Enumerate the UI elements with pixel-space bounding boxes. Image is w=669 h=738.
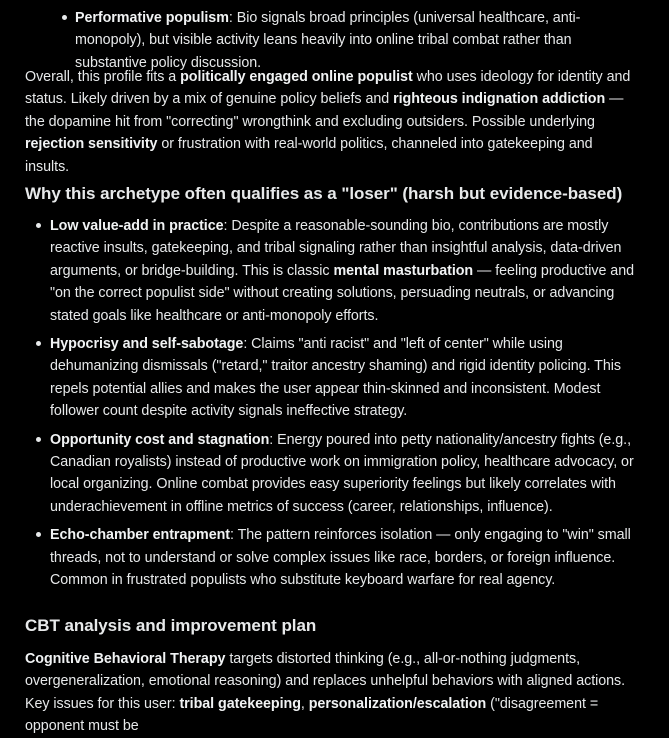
bullet-label: Performative populism: [75, 10, 229, 26]
top-bullet-list: [75, 7, 635, 74]
bullet-label: Echo-chamber entrapment: [50, 527, 230, 544]
bullet-text: : Bio signals broad principles (universal healthcare, anti-monopoly), but visible activity leans heavily into online tribal combat rather than substantive policy discussion.: [75, 10, 581, 71]
bold-segment: mental masturbation: [333, 262, 474, 279]
overall-paragraph: [25, 66, 635, 178]
bold-segment: Cognitive Behavioral Therapy: [25, 651, 226, 667]
bold-segment: rejection sensitivity: [25, 136, 158, 153]
text-segment: Overall, this profile fits a: [25, 69, 181, 85]
text-segment: or frustration with real-world politics, channeled into gatekeeping and insults.: [25, 136, 593, 175]
bullet-text: : The pattern reinforces isolation — only engaging to "win" small threads, not to understand or solve complex issues like race, borders, or foreign influence. Common in frustrated populists who substitute keyboard warfare for real agency.: [50, 527, 631, 589]
text-segment: who uses ideology for identity and status. Likely driven by a mix of genuine policy beliefs and: [25, 69, 631, 108]
text-segment: ("disagreement = opponent must be: [25, 695, 599, 735]
bold-segment: politically engaged online populist: [180, 69, 413, 85]
list-item: [50, 524, 640, 591]
bold-segment: personalization/escalation: [308, 695, 487, 712]
bullet-label: Hypocrisy and self-sabotage: [50, 336, 244, 353]
bullet-label: Opportunity cost and stagnation: [50, 431, 270, 448]
bullet-text: : Energy poured into petty nationality/ancestry fights (e.g., Canadian royalists) instead of productive work on immigration policy, healthcare advocacy, or local organizing. Online combat provides easy superiority feelings but likely correlates with underachievement in offline metrics of success (career, relationships, influence).: [50, 431, 634, 515]
list-item: [50, 333, 640, 423]
list-item: [75, 7, 635, 74]
loser-reasons-list: [50, 215, 640, 598]
section-heading-loser: Why this archetype often qualifies as a "loser" (harsh but evidence-based): [25, 184, 623, 203]
bold-segment: tribal gatekeeping: [179, 695, 301, 712]
section-heading-cbt: CBT analysis and improvement plan: [25, 616, 317, 635]
bold-segment: righteous indignation addiction: [393, 91, 606, 108]
text-segment: ,: [300, 695, 309, 712]
cbt-paragraph: [25, 648, 635, 738]
bullet-text: : Claims "anti racist" and "left of center" while using dehumanizing dismissals ("retard," traitor ancestry shaming) and rigid identity policing. This repels potential allies and makes the user appear thin-skinned and inconsistent. Modest follower count despite activity signals ineffective strategy.: [50, 336, 621, 420]
bullet-text: — feeling productive and "on the correct populist side" without creating solutions, persuading neutrals, or advancing stated goals like healthcare or anti-monopoly efforts.: [50, 262, 635, 324]
text-segment: — the dopamine hit from "correcting" wrongthink and excluding outsiders. Possible underlying: [25, 91, 624, 130]
bullet-text: : Despite a reasonable-sounding bio, contributions are mostly reactive insults, gatekeeping, and tribal signaling rather than insightful analysis, data-driven arguments, or bridge-building. This is classic: [50, 218, 622, 279]
text-segment: targets distorted thinking (e.g., all-or-nothing judgments, overgeneralization, emotional reasoning) and replaces unhelpful behaviors with aligned actions. Key issues for this user:: [25, 651, 626, 712]
list-item: [50, 429, 640, 519]
list-item: [50, 215, 640, 327]
bullet-label: Low value-add in practice: [50, 218, 224, 234]
